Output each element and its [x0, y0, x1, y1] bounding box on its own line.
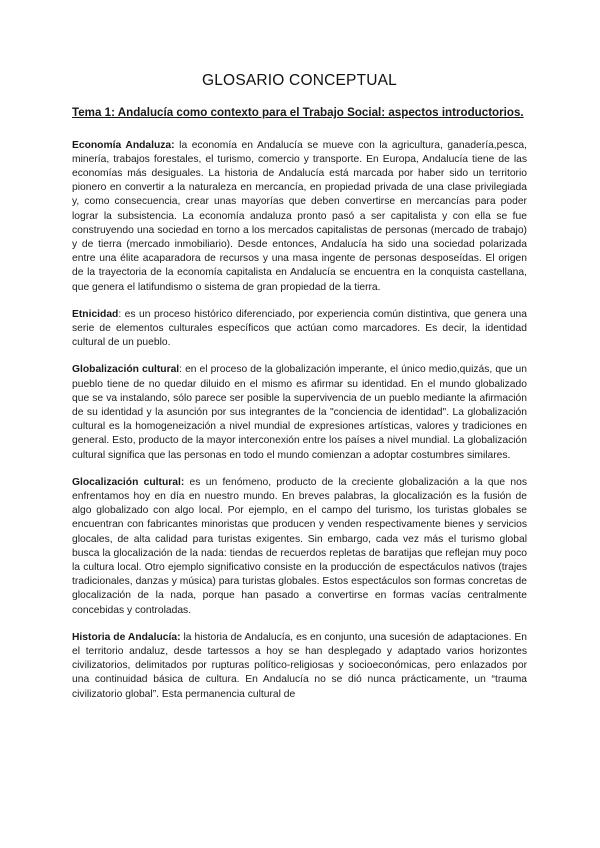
definition-etnicidad: : es un proceso histórico diferenciado, por experiencia común distintiva, que genera una serie de elementos culturales específicos que actúan como marcadores. Es decir, la identidad cultural de un pueblo. — [72, 308, 527, 349]
glossary-entry-economia — [72, 139, 527, 295]
term-historia-andalucia: Historia de Andalucía: — [72, 631, 181, 643]
term-etnicidad: Etnicidad — [72, 308, 119, 320]
definition-historia-andalucia: la historia de Andalucía, es en conjunto, una sucesión de adaptaciones. En el territorio andaluz, desde tartessos a hoy se han desplegado y adaptado varios horizontes civilizatorios, delimitados por rupturas político-religiosas y socioeconómicas, pero enlazados por una continuidad básica de cultura. En Andalucía no se dió nunca prácticamente, un “trauma civilizatorio global”. Esta permanencia cultural de — [72, 631, 527, 700]
term-glocalizacion-cultural: Glocalización cultural: — [72, 476, 185, 488]
document-title: GLOSARIO CONCEPTUAL — [201, 72, 397, 89]
document-page — [72, 60, 527, 715]
glossary-entry-etnicidad — [72, 308, 527, 351]
definition-globalizacion-cultural: : en el proceso de la globalización imperante, el único medio,quizás, que un pueblo tiene de no quedar diluido en el mismo es afirmar su identidad. En el mundo globalizado que se va instalando, sólo parece ser posible la supervivencia de un pueblo mediante la afirmación de su identidad y la asunción por sus integrantes de la "conciencia de identidad". La globalización cultural es la homogeneización a nivel mundial de expresiones artísticas, valores y tradiciones en general. Esto, producto de la mayor interconexión entre los países a nivel mundial. La globalización cultural significa que las personas en todo el mundo comienzan a adoptar costumbres similares. — [72, 364, 527, 461]
definition-glocalizacion-cultural: es un fenómeno, producto de la creciente globalización a la que nos enfrentamos hoy en día en nuestro mundo. En breves palabras, la glocalización es la fusión de algo globalizado con algo local. Por ejemplo, en el campo del turismo, los turistas globales se encuentran con fabricantes minoristas que producen y venden respectivamente bienes y servicios glocales, de alta calidad para turistas exigentes. Sin embargo, cada vez más el turismo global busca la glocalización de la nada: tiendas de recuerdos repletas de baratijas que reflejan muy poco la cultura local. Otro ejemplo significativo consiste en la producción de espectáculos nativos (trajes tradicionales, danzas y música) para turistas globales. Estos espectáculos son formas concretas de glocalización de la nada, porque han pasado a convertirse en formas vacías centralmente concebidas y controladas. — [72, 476, 527, 616]
topic-heading: Tema 1: Andalucía como contexto para el Trabajo Social: aspectos introductorios. — [72, 106, 524, 119]
term-economia-andaluza: Economía Andaluza: — [72, 139, 175, 151]
glossary-entry-glocalizacion — [72, 476, 527, 618]
glossary-entry-historia — [72, 631, 527, 702]
definition-economia-andaluza: la economía en Andalucía se mueve con la agricultura, ganadería,pesca, minería, trabajos forestales, el turismo, comercio y transporte. En Europa, Andalucía tiene de las economías más desiguales. La historia de Andalucía está marcada por haber sido un territorio pionero en convertir a la naturaleza en mercancía, en propiedad privada de una clase privilegiada y, como consecuencia, crear unas mayorías que deben convertirse en mercancías para poder lograr la subsistencia. La economía andaluza pronto pasó a ser capitalista y con ella se fue construyendo una sociedad en torno a los mercados capitalistas de personas (mercado de trabajo) y de tierra (mercado inmobiliario). Desde entonces, Andalucía ha sido una sociedad polarizada entre una élite acaparadora de recursos y una masa ingente de personas desposeídas. El origen de la trayectoria de la economía capitalista en Andalucía se encuentra en la conquista castellana, que genera el latifundismo o sistema de gran propiedad de la tierra. — [72, 139, 528, 293]
term-globalizacion-cultural: Globalización cultural — [72, 364, 180, 376]
glossary-entry-globalizacion — [72, 363, 527, 462]
